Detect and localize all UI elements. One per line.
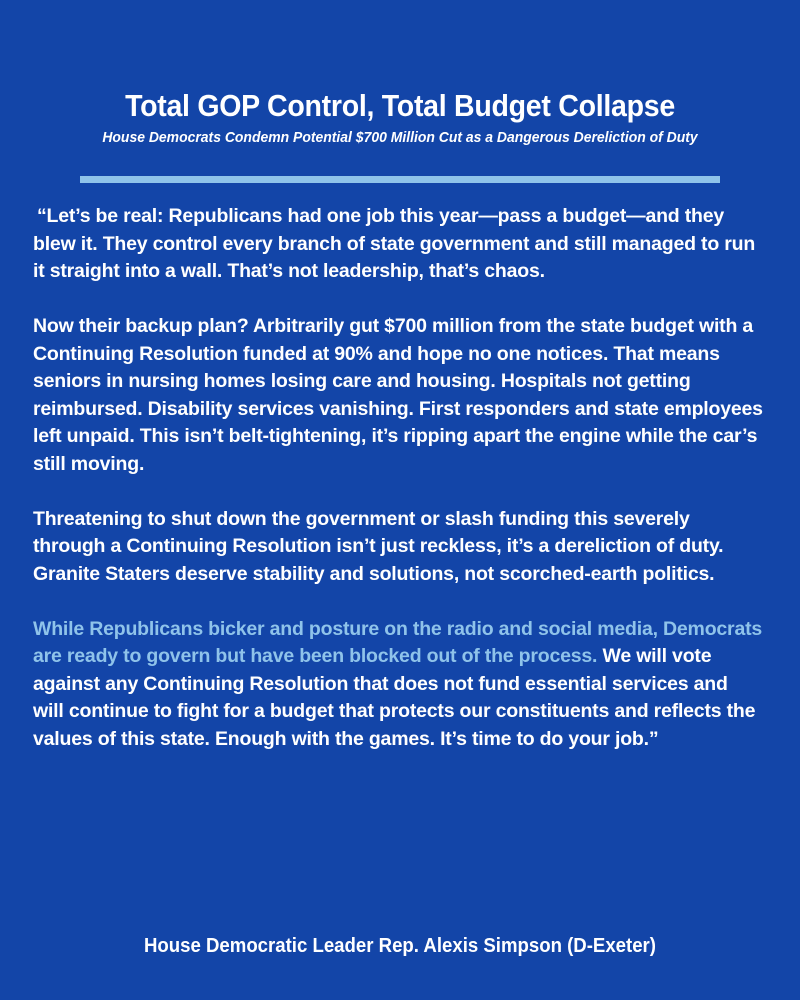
attribution: House Democratic Leader Rep. Alexis Simpson (D-Exeter)	[143, 935, 656, 957]
page-subtitle: House Democrats Condemn Potential $700 Million Cut as a Dangerous Dereliction of Duty	[102, 129, 698, 146]
divider	[80, 176, 720, 183]
statement-body	[33, 203, 763, 753]
page-title: Total GOP Control, Total Budget Collapse	[125, 88, 675, 123]
statement-paragraph-3: Threatening to shut down the government or slash funding this severely through a Continuing Resolution isn’t just reckless, it’s a dereliction of duty. Granite Staters deserve stability and solutions, not scorched-earth politics.	[33, 507, 724, 585]
statement-paragraph-4-rest: We will vote against any Continuing Resolution that does not fund essential services and will continue to fight for a budget that protects our constituents and reflects the values of this state. Enough with the games. It’s time to do your job.”	[33, 645, 756, 750]
statement-paragraph-4	[33, 616, 763, 754]
highlighted-text: While Republicans bicker and posture on the radio and social media, Democrats are ready to govern but have been blocked out of the process.	[33, 617, 763, 667]
statement-paragraph-1: “Let’s be real: Republicans had one job this year—pass a budget—and they blew it. They control every branch of state government and still managed to run it straight into a wall. That’s not leadership, that’s chaos.	[33, 205, 756, 282]
statement-paragraph-2: Now their backup plan? Arbitrarily gut $700 million from the state budget with a Continuing Resolution funded at 90% and hope no one notices. That means seniors in nursing homes losing care and housing. Hospitals not getting reimbursed. Disability services vanishing. First responders and state employees left unpaid. This isn’t belt-tightening, it’s ripping apart the engine while the car’s still moving.	[33, 315, 763, 475]
